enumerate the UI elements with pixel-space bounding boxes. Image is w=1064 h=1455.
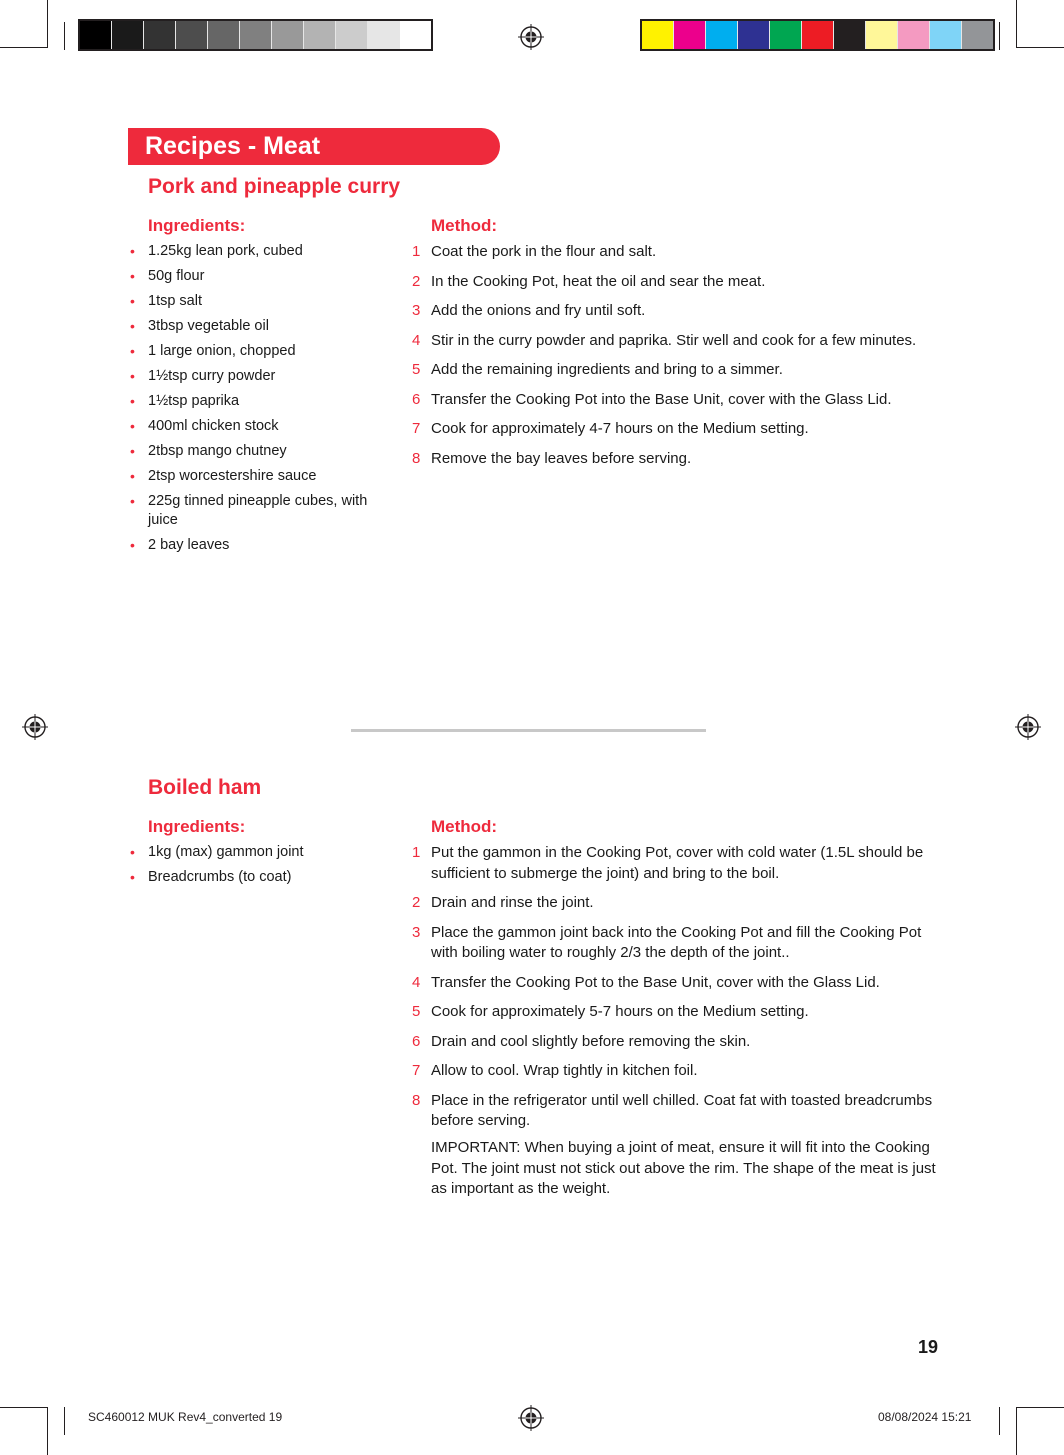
method-list: [412, 242, 942, 478]
ingredient-text: 1tsp salt: [148, 293, 202, 309]
method-step: [412, 242, 942, 263]
ingredient-item: [130, 342, 370, 361]
method-heading: Method:: [431, 817, 498, 836]
method-step: [412, 1091, 942, 1132]
color-swatch: [897, 21, 929, 49]
step-number: 1: [412, 243, 421, 260]
ingredient-text: 225g tinned pineapple cubes, with juice: [148, 493, 368, 528]
method-step: [412, 893, 942, 914]
page-number: 19: [918, 1337, 939, 1357]
step-number: 6: [412, 390, 421, 408]
step-number: 7: [412, 420, 421, 437]
color-swatch: [207, 21, 239, 49]
step-text: Transfer the Cooking Pot into the Base Unit, cover with the Glass Lid.: [431, 390, 892, 408]
step-text: In the Cooking Pot, heat the oil and sear the meat.: [431, 272, 766, 290]
color-swatch: [961, 21, 993, 49]
ingredient-text: 3tbsp vegetable oil: [148, 318, 269, 334]
step-number: 4: [412, 973, 421, 991]
step-number: 8: [412, 1091, 421, 1109]
color-swatch: [673, 21, 705, 49]
section-banner: Recipes - Meat: [128, 128, 500, 165]
crop-mark: [47, 0, 48, 48]
color-swatch: [175, 21, 207, 49]
bullet-icon: •: [130, 393, 135, 409]
step-number: 3: [412, 923, 421, 941]
crop-mark: [64, 1407, 65, 1435]
step-text: Coat the pork in the flour and salt.: [431, 243, 657, 260]
color-swatch: [929, 21, 961, 49]
color-swatch: [705, 21, 737, 49]
step-text: Remove the bay leaves before serving.: [431, 449, 692, 467]
ingredient-text: 1½tsp paprika: [148, 393, 240, 409]
step-number: 6: [412, 1032, 421, 1050]
color-swatch: [769, 21, 801, 49]
step-text: Place in the refrigerator until well chilled. Coat fat with toasted breadcrumbs before serving.: [431, 1091, 933, 1129]
method-step: [412, 923, 942, 964]
step-number: 5: [412, 1003, 421, 1020]
color-swatch: [737, 21, 769, 49]
ingredient-item: [130, 442, 370, 461]
step-number: 2: [412, 894, 421, 911]
step-number: 7: [412, 1062, 421, 1079]
crop-mark: [64, 22, 65, 50]
ingredient-text: 1.25kg lean pork, cubed: [148, 243, 303, 259]
crop-mark: [1016, 1407, 1017, 1455]
bullet-icon: •: [130, 537, 135, 553]
ingredient-text: 2tsp worcestershire sauce: [148, 468, 317, 484]
step-text: Drain and rinse the joint.: [431, 894, 594, 911]
ingredient-item: [130, 417, 370, 436]
crop-mark: [1016, 1407, 1064, 1408]
method-step: [412, 1061, 942, 1082]
step-number: 3: [412, 302, 421, 319]
ingredient-text: 1 large onion, chopped: [148, 343, 296, 359]
color-swatch: [239, 21, 271, 49]
step-text: Put the gammon in the Cooking Pot, cover with cold water (1.5L should be sufficient to submerge the joint) and bring to the boil.: [431, 844, 924, 882]
step-text: Cook for approximately 4-7 hours on the Medium setting.: [431, 420, 809, 437]
ingredient-text: 2 bay leaves: [148, 537, 230, 553]
date-stamp: 08/08/2024 15:21: [878, 1410, 972, 1424]
bullet-icon: •: [130, 268, 135, 284]
color-swatch: [271, 21, 303, 49]
ingredient-text: 1kg (max) gammon joint: [148, 844, 304, 860]
color-swatch: [801, 21, 833, 49]
ingredient-item: [130, 492, 370, 530]
recipe-divider: [351, 729, 706, 732]
bullet-icon: •: [130, 243, 135, 259]
registration-mark-icon: [518, 24, 544, 50]
file-slug: SC460012 MUK Rev4_converted 19: [88, 1410, 283, 1424]
method-step: [412, 301, 942, 322]
ingredient-item: [130, 292, 370, 311]
ingredient-item: [130, 467, 370, 486]
method-step: [412, 973, 942, 994]
method-list: [412, 843, 942, 1141]
registration-mark-icon: [22, 714, 48, 740]
ingredient-text: 2tbsp mango chutney: [148, 443, 287, 459]
step-text: Allow to cool. Wrap tightly in kitchen foil.: [431, 1062, 698, 1079]
color-swatch: [833, 21, 865, 49]
ingredient-item: [130, 317, 370, 336]
bullet-icon: •: [130, 869, 135, 885]
ingredients-heading: Ingredients:: [148, 216, 246, 235]
ingredient-item: [130, 868, 370, 887]
ingredient-list: [130, 242, 370, 561]
important-note: IMPORTANT: When buying a joint of meat, ensure it will fit into the Cooking Pot. The joint must not stick out above the rim. The shape of the meat is just as important as the weight.: [431, 1139, 936, 1197]
step-text: Drain and cool slightly before removing the skin.: [431, 1032, 751, 1050]
bullet-icon: •: [130, 468, 135, 484]
step-number: 4: [412, 331, 421, 349]
color-swatch: [143, 21, 175, 49]
ingredient-item: [130, 267, 370, 286]
method-step: [412, 272, 942, 293]
bullet-icon: •: [130, 318, 135, 334]
step-number: 5: [412, 361, 421, 378]
color-swatch: [399, 21, 431, 49]
method-step: [412, 1002, 942, 1023]
bullet-icon: •: [130, 418, 135, 434]
bullet-icon: •: [130, 368, 135, 384]
color-swatch: [335, 21, 367, 49]
ingredient-text: 50g flour: [148, 268, 205, 284]
method-step: [412, 360, 942, 381]
ingredient-text: 400ml chicken stock: [148, 418, 279, 434]
bullet-icon: •: [130, 443, 135, 459]
crop-mark: [0, 1407, 48, 1408]
step-text: Place the gammon joint back into the Cooking Pot and fill the Cooking Pot with boiling water to roughly 2/3 the depth of the joint..: [431, 923, 922, 961]
method-step: [412, 449, 942, 470]
crop-mark: [1016, 0, 1017, 48]
color-swatch: [80, 21, 111, 49]
step-text: Cook for approximately 5-7 hours on the Medium setting.: [431, 1003, 809, 1020]
ingredient-item: [130, 367, 370, 386]
bullet-icon: •: [130, 293, 135, 309]
color-swatch: [303, 21, 335, 49]
ingredient-item: [130, 536, 370, 555]
bullet-icon: •: [130, 343, 135, 359]
method-step: [412, 843, 942, 884]
step-number: 1: [412, 844, 421, 861]
recipe-title: Pork and pineapple curry: [148, 175, 401, 198]
step-number: 2: [412, 272, 421, 290]
step-text: Stir in the curry powder and paprika. Stir well and cook for a few minutes.: [431, 331, 917, 349]
step-text: Add the onions and fry until soft.: [431, 302, 646, 319]
registration-mark-icon: [518, 1405, 544, 1431]
color-swatch: [642, 21, 673, 49]
crop-mark: [999, 1407, 1000, 1435]
bullet-icon: •: [130, 844, 135, 860]
crop-mark: [47, 1407, 48, 1455]
grayscale-color-bar: [78, 19, 433, 51]
step-number: 8: [412, 449, 421, 467]
crop-mark: [0, 47, 48, 48]
method-step: [412, 419, 942, 440]
ingredient-item: [130, 392, 370, 411]
method-step: [412, 390, 942, 411]
color-swatch: [865, 21, 897, 49]
crop-mark: [1016, 47, 1064, 48]
ingredient-list: [130, 843, 370, 893]
method-heading: Method:: [431, 216, 498, 235]
color-swatch: [111, 21, 143, 49]
ingredients-heading: Ingredients:: [148, 817, 246, 836]
method-step: [412, 331, 942, 352]
bullet-icon: •: [130, 493, 135, 509]
ingredient-text: 1½tsp curry powder: [148, 368, 276, 384]
method-step: [412, 1032, 942, 1053]
recipe-title: Boiled ham: [148, 776, 262, 799]
ingredient-item: [130, 843, 370, 862]
step-text: Add the remaining ingredients and bring to a simmer.: [431, 361, 783, 378]
process-color-bar: [640, 19, 995, 51]
step-text: Transfer the Cooking Pot to the Base Unit, cover with the Glass Lid.: [431, 973, 880, 991]
crop-mark: [999, 22, 1000, 50]
ingredient-item: [130, 242, 370, 261]
registration-mark-icon: [1015, 714, 1041, 740]
color-swatch: [367, 21, 399, 49]
ingredient-text: Breadcrumbs (to coat): [148, 869, 292, 885]
